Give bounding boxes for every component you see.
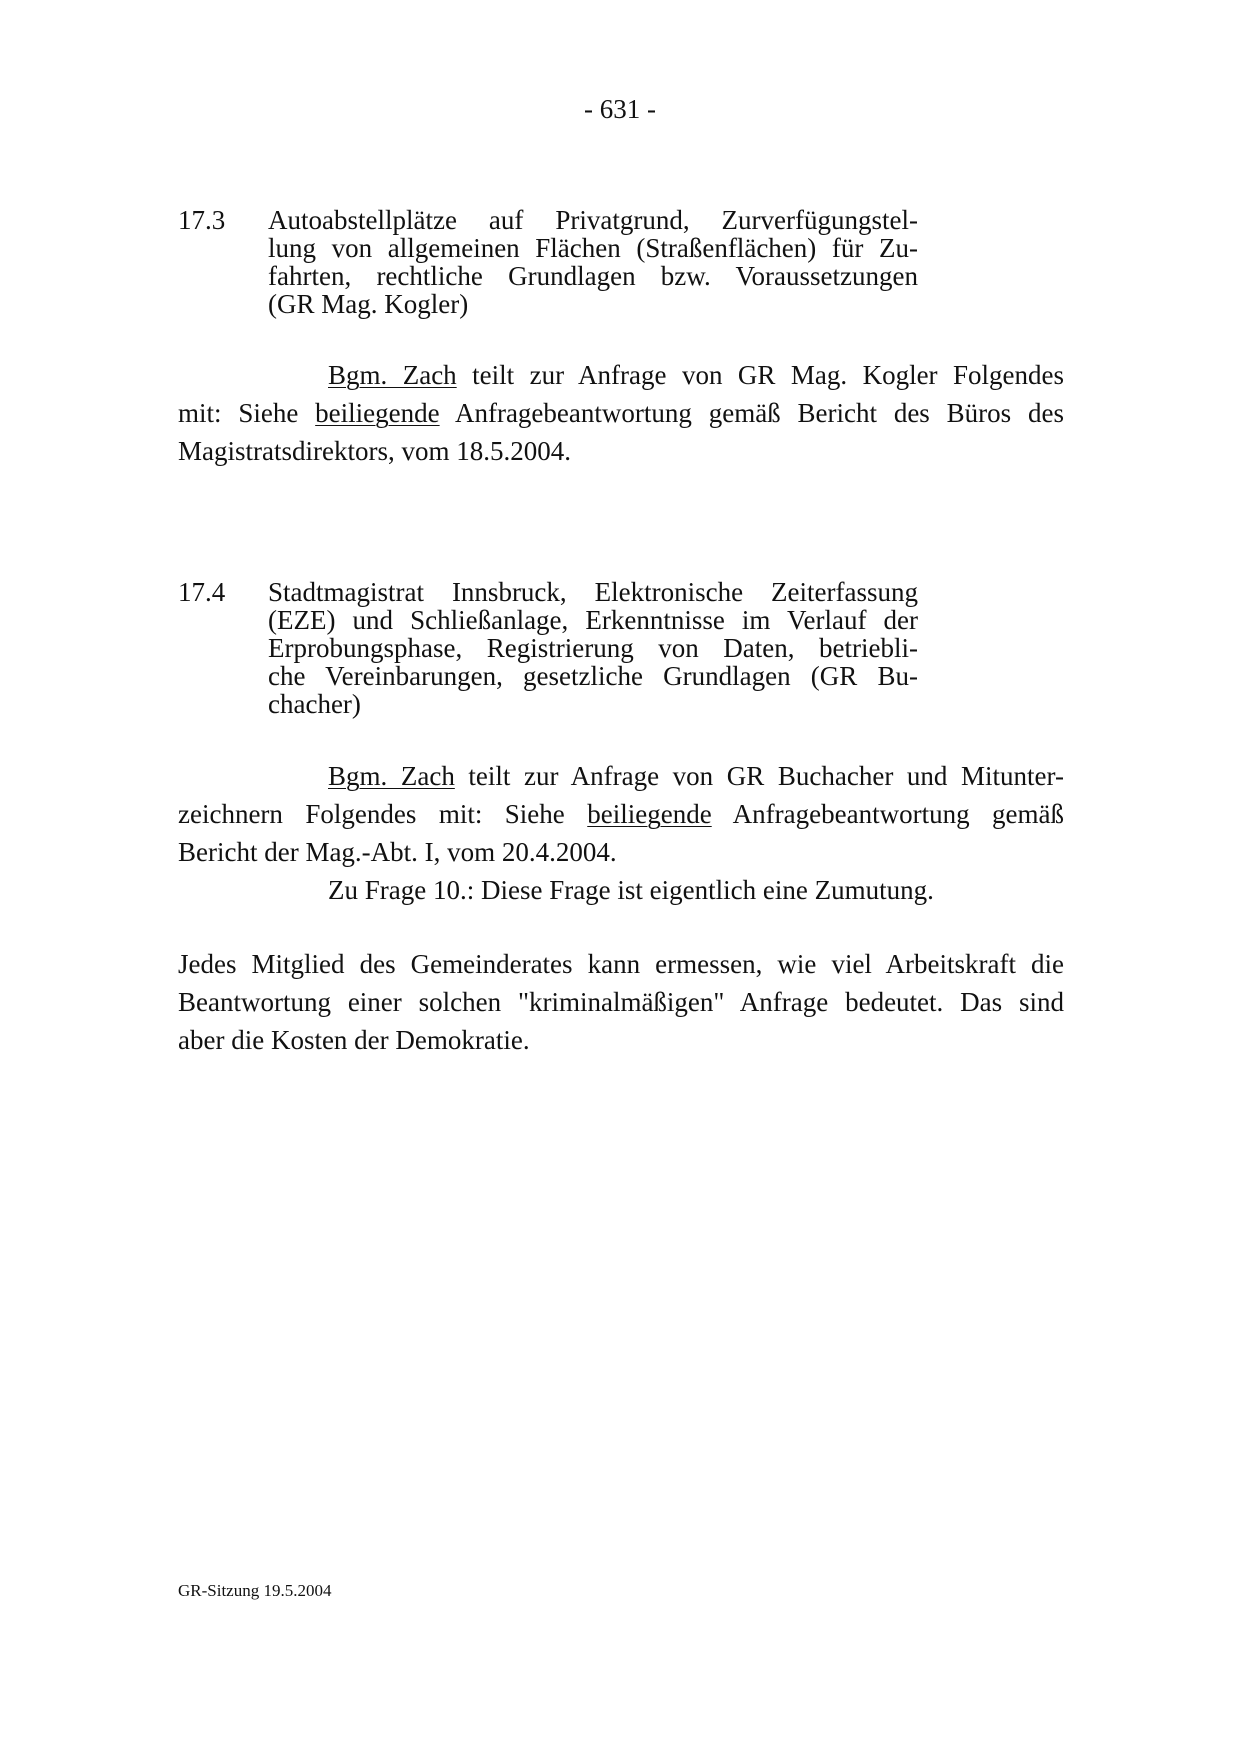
answer-line: Bericht der Mag.-Abt. I, vom 20.4.2004.	[178, 837, 617, 867]
answer-line	[178, 356, 1064, 394]
closing-line: Beantwortung einer solchen "kriminalmäßigen" Anfrage bedeutet. Das sind	[178, 987, 1064, 1017]
title-line: (GR Mag. Kogler)	[268, 289, 469, 319]
page-number: - 631 -	[584, 94, 656, 124]
answer-paragraph-17-3	[178, 356, 1064, 470]
item-title	[268, 206, 918, 318]
closing-line: Jedes Mitglied des Gemeinderates kann ermessen, wie viel Arbeitskraft die	[178, 949, 1064, 979]
answer-text: zeichnern Folgendes mit: Siehe	[178, 799, 588, 829]
item-title	[268, 578, 918, 718]
title-line: Erprobungsphase, Registrierung von Daten, betriebli-	[268, 633, 918, 663]
attachment-reference: beiliegende	[315, 398, 440, 428]
answer-line	[178, 394, 1064, 432]
answer-text: teilt zur Anfrage von GR Buchacher und Mitunter-	[454, 761, 1064, 791]
title-line: (EZE) und Schließanlage, Erkenntnisse im Verlauf der	[268, 605, 918, 635]
answer-text: Anfragebeantwortung gemäß	[711, 799, 1065, 829]
title-line: Stadtmagistrat Innsbruck, Elektronische Zeiterfassung	[268, 577, 918, 607]
attachment-reference: beiliegende	[587, 799, 712, 829]
answer-line: Magistratsdirektors, vom 18.5.2004.	[178, 436, 571, 466]
speaker-name: Bgm. Zach	[328, 761, 455, 791]
item-number: 17.4	[178, 577, 226, 607]
speaker-name: Bgm. Zach	[328, 360, 457, 390]
answer-line	[178, 757, 1064, 795]
answer-text: teilt zur Anfrage von GR Mag. Kogler Folgendes	[456, 360, 1064, 390]
answer-text: mit: Siehe	[178, 398, 316, 428]
answer-text: Anfragebeantwortung gemäß Bericht des Büros des	[439, 398, 1064, 428]
answer-line: Zu Frage 10.: Diese Frage ist eigentlich eine Zumutung.	[328, 875, 934, 905]
title-line: fahrten, rechtliche Grundlagen bzw. Voraussetzungen	[268, 261, 918, 291]
title-line: chacher)	[268, 689, 361, 719]
closing-paragraph	[178, 945, 1064, 1059]
title-line: lung von allgemeinen Flächen (Straßenflächen) für Zu-	[268, 233, 918, 263]
answer-line	[178, 795, 1064, 833]
footer-session-date: GR-Sitzung 19.5.2004	[178, 1581, 332, 1600]
title-line: Autoabstellplätze auf Privatgrund, Zurverfügungstel-	[268, 205, 918, 235]
item-number: 17.3	[178, 205, 226, 235]
closing-line: aber die Kosten der Demokratie.	[178, 1025, 530, 1055]
title-line: che Vereinbarungen, gesetzliche Grundlagen (GR Bu-	[268, 661, 918, 691]
answer-paragraph-17-4	[178, 757, 1064, 909]
